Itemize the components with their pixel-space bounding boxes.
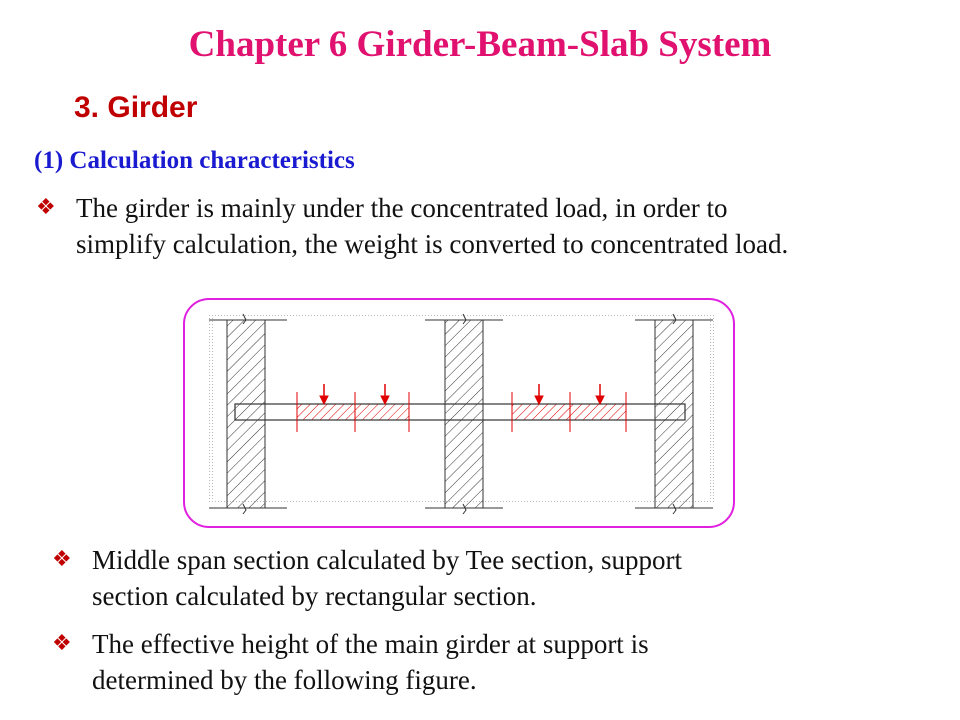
load-arrow-icon bbox=[381, 384, 389, 404]
bullet-item bbox=[52, 626, 852, 698]
bullet-line: The girder is mainly under the concentrated load, in order to bbox=[76, 193, 728, 223]
bullet-item bbox=[52, 542, 852, 614]
girder-figure bbox=[183, 298, 735, 528]
top-stipple bbox=[209, 314, 715, 318]
section-heading: 3. Girder bbox=[74, 91, 198, 124]
girder-beam bbox=[235, 404, 685, 420]
bullet-line: simplify calculation, the weight is converted to concentrated load. bbox=[76, 229, 789, 259]
slide-title: Chapter 6 Girder-Beam-Slab System bbox=[188, 24, 772, 65]
load-arrow-icon bbox=[596, 384, 604, 404]
bullet-item bbox=[36, 190, 936, 262]
load-arrow-icon bbox=[535, 384, 543, 404]
bullet-text bbox=[92, 542, 682, 614]
bullet-line: The effective height of the main girder at support is bbox=[92, 629, 649, 659]
bullet-line: determined by the following figure. bbox=[92, 665, 477, 695]
girder-diagram bbox=[185, 300, 737, 530]
load-arrow-icon bbox=[320, 384, 328, 404]
diamond-bullet-icon: ❖ bbox=[52, 631, 72, 656]
bullet-text bbox=[76, 190, 788, 262]
diamond-bullet-icon: ❖ bbox=[52, 547, 72, 572]
bullet-line: Middle span section calculated by Tee section, support bbox=[92, 545, 682, 575]
left-stipple bbox=[209, 314, 215, 504]
subsection-heading: (1) Calculation characteristics bbox=[34, 147, 355, 174]
bullet-text bbox=[92, 626, 649, 698]
diamond-bullet-icon: ❖ bbox=[36, 195, 56, 220]
bullet-line: section calculated by rectangular section. bbox=[92, 581, 537, 611]
right-stipple bbox=[709, 314, 715, 504]
